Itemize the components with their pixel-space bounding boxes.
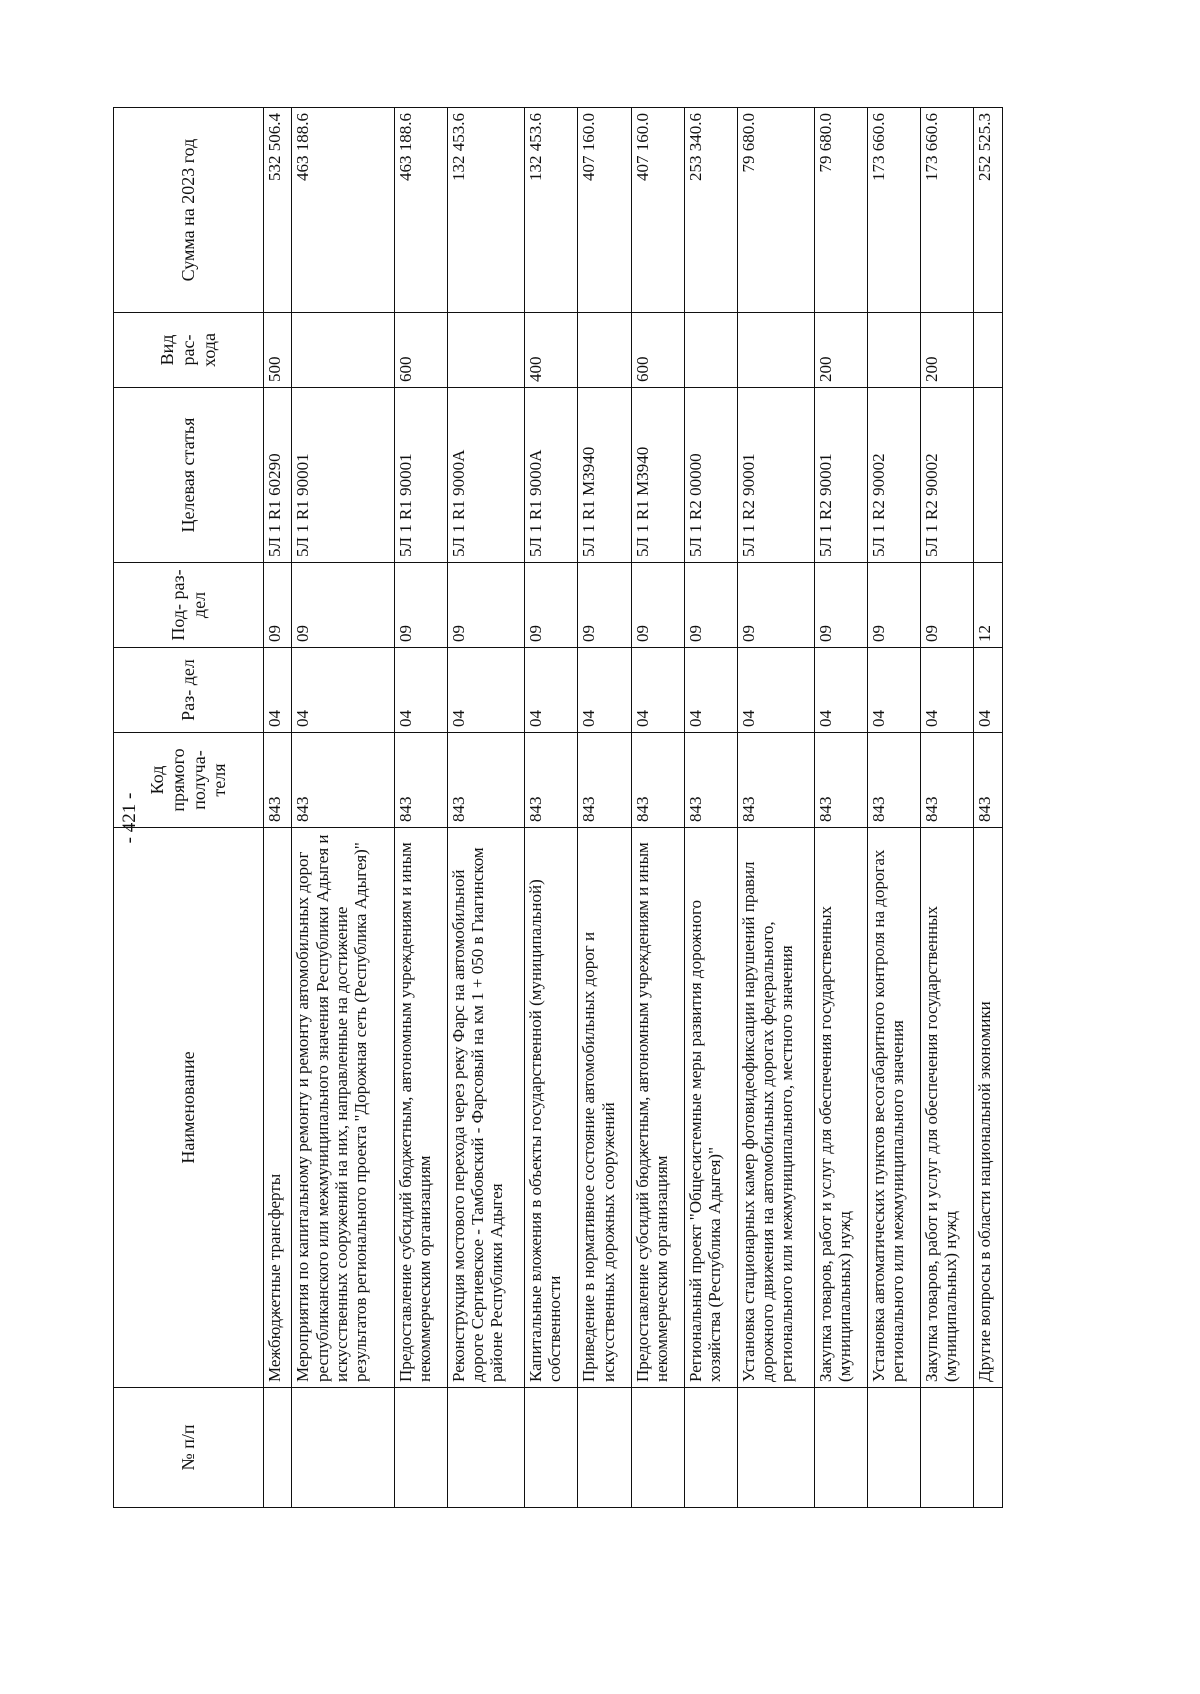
cell-kod: 843 (578, 733, 631, 828)
table-row (525, 108, 578, 1508)
cell-no (921, 1388, 974, 1508)
cell-kod: 843 (525, 733, 578, 828)
cell-name: Закупка товаров, работ и услуг для обеспечения государственных (муниципальных) нужд (815, 828, 868, 1388)
cell-vid: 200 (921, 313, 974, 388)
header-no: № п/п (114, 1388, 264, 1508)
cell-podrazdel: 09 (684, 563, 737, 648)
budget-table (113, 107, 1003, 1508)
cell-podrazdel: 09 (292, 563, 394, 648)
cell-vid: 500 (264, 313, 292, 388)
cell-celevaya: 5Л 1 R2 90001 (737, 388, 815, 563)
cell-kod: 843 (921, 733, 974, 828)
cell-no (684, 1388, 737, 1508)
budget-table-rotated (113, 108, 1003, 1508)
cell-kod: 843 (264, 733, 292, 828)
cell-razdel: 04 (578, 648, 631, 733)
cell-kod: 843 (737, 733, 815, 828)
table-row (921, 108, 974, 1508)
cell-vid: 200 (815, 313, 868, 388)
cell-kod: 843 (292, 733, 394, 828)
cell-name: Предоставление субсидий бюджетным, автономным учреждениям и иным некоммерческим организациям (631, 828, 684, 1388)
cell-summa: 173 660.6 (868, 108, 921, 313)
cell-no (737, 1388, 815, 1508)
cell-podrazdel: 12 (974, 563, 1003, 648)
cell-celevaya: 5Л 1 R1 М3940 (578, 388, 631, 563)
cell-summa: 463 188.6 (292, 108, 394, 313)
cell-celevaya: 5Л 1 R1 90001 (292, 388, 394, 563)
table-row (578, 108, 631, 1508)
cell-summa: 463 188.6 (394, 108, 447, 313)
cell-summa: 407 160.0 (631, 108, 684, 313)
cell-celevaya (974, 388, 1003, 563)
cell-summa: 532 506.4 (264, 108, 292, 313)
cell-summa: 79 680.0 (737, 108, 815, 313)
cell-podrazdel: 09 (264, 563, 292, 648)
cell-kod: 843 (394, 733, 447, 828)
cell-no (394, 1388, 447, 1508)
cell-celevaya: 5Л 1 R1 М3940 (631, 388, 684, 563)
table-row (974, 108, 1003, 1508)
header-celevaya: Целевая статья (114, 388, 264, 563)
cell-no (578, 1388, 631, 1508)
table-body (264, 108, 1003, 1508)
cell-vid (684, 313, 737, 388)
cell-podrazdel: 09 (525, 563, 578, 648)
cell-kod: 843 (684, 733, 737, 828)
cell-name: Установка автоматических пунктов весогабаритного контроля на дорогах регионального или межмуниципального значения (868, 828, 921, 1388)
cell-summa: 407 160.0 (578, 108, 631, 313)
cell-podrazdel: 09 (921, 563, 974, 648)
cell-name: Другие вопросы в области национальной экономики (974, 828, 1003, 1388)
cell-name: Установка стационарных камер фотовидеофиксации нарушений правил дорожного движения на автомобильных дорогах федерального, регионального или межмуниципального, местного значения (737, 828, 815, 1388)
cell-vid (737, 313, 815, 388)
table-row (868, 108, 921, 1508)
cell-summa: 252 525.3 (974, 108, 1003, 313)
cell-podrazdel: 09 (447, 563, 525, 648)
cell-podrazdel: 09 (868, 563, 921, 648)
cell-celevaya: 5Л 1 R1 90001 (394, 388, 447, 563)
cell-no (292, 1388, 394, 1508)
cell-no (525, 1388, 578, 1508)
cell-vid (868, 313, 921, 388)
cell-podrazdel: 09 (737, 563, 815, 648)
cell-podrazdel: 09 (578, 563, 631, 648)
table-row (264, 108, 292, 1508)
cell-razdel: 04 (525, 648, 578, 733)
cell-razdel: 04 (868, 648, 921, 733)
cell-razdel: 04 (684, 648, 737, 733)
cell-vid (447, 313, 525, 388)
table-row (684, 108, 737, 1508)
cell-podrazdel: 09 (631, 563, 684, 648)
cell-celevaya: 5Л 1 R2 90002 (921, 388, 974, 563)
table-row (394, 108, 447, 1508)
cell-summa: 79 680.0 (815, 108, 868, 313)
cell-kod: 843 (447, 733, 525, 828)
cell-vid: 600 (631, 313, 684, 388)
cell-celevaya: 5Л 1 R1 60290 (264, 388, 292, 563)
cell-vid (974, 313, 1003, 388)
cell-razdel: 04 (737, 648, 815, 733)
cell-no (447, 1388, 525, 1508)
table-row (737, 108, 815, 1508)
header-summa: Сумма на 2023 год (114, 108, 264, 313)
cell-razdel: 04 (292, 648, 394, 733)
cell-kod: 843 (815, 733, 868, 828)
cell-podrazdel: 09 (394, 563, 447, 648)
cell-summa: 132 453.6 (525, 108, 578, 313)
cell-razdel: 04 (631, 648, 684, 733)
cell-summa: 253 340.6 (684, 108, 737, 313)
cell-vid (578, 313, 631, 388)
cell-celevaya: 5Л 1 R2 00000 (684, 388, 737, 563)
cell-no (264, 1388, 292, 1508)
table-row (447, 108, 525, 1508)
cell-no (868, 1388, 921, 1508)
table-row (292, 108, 394, 1508)
table-row (815, 108, 868, 1508)
cell-razdel: 04 (974, 648, 1003, 733)
cell-no (974, 1388, 1003, 1508)
table-header-row (114, 108, 264, 1508)
cell-razdel: 04 (921, 648, 974, 733)
cell-no (815, 1388, 868, 1508)
table-row (631, 108, 684, 1508)
cell-name: Приведение в нормативное состояние автомобильных дорог и искусственных дорожных сооружений (578, 828, 631, 1388)
cell-celevaya: 5Л 1 R2 90002 (868, 388, 921, 563)
header-name: Наименование (114, 828, 264, 1388)
cell-name: Региональный проект "Общесистемные меры развития дорожного хозяйства (Республика Адыгея)" (684, 828, 737, 1388)
header-vid: Вид рас- хода (114, 313, 264, 388)
cell-no (631, 1388, 684, 1508)
cell-podrazdel: 09 (815, 563, 868, 648)
cell-razdel: 04 (815, 648, 868, 733)
cell-name: Закупка товаров, работ и услуг для обеспечения государственных (муниципальных) нужд (921, 828, 974, 1388)
cell-celevaya: 5Л 1 R2 90001 (815, 388, 868, 563)
cell-razdel: 04 (447, 648, 525, 733)
cell-name: Предоставление субсидий бюджетным, автономным учреждениям и иным некоммерческим организациям (394, 828, 447, 1388)
cell-name: Реконструкция мостового перехода через реку Фарс на автомобильной дороге Сергиевское - Тамбовский - Фарсовый на км 1 + 050 в Гиагинском районе Республики Адыгея (447, 828, 525, 1388)
cell-name: Межбюджетные трансферты (264, 828, 292, 1388)
header-kod: Код прямого получа- теля (114, 733, 264, 828)
cell-kod: 843 (974, 733, 1003, 828)
header-razdel: Раз- дел (114, 648, 264, 733)
cell-summa: 173 660.6 (921, 108, 974, 313)
cell-name: Мероприятия по капитальному ремонту и ремонту автомобильных дорог республиканского или межмуниципального значения Республики Адыгея и искусственных сооружений на них, направленные на достижение результатов регионального проекта "Дорожная сеть (Республика Адыгея)" (292, 828, 394, 1388)
cell-celevaya: 5Л 1 R1 9000А (447, 388, 525, 563)
cell-razdel: 04 (394, 648, 447, 733)
cell-kod: 843 (868, 733, 921, 828)
page-number: - 421 - (119, 792, 140, 844)
header-podrazdel: Под- раз- дел (114, 563, 264, 648)
cell-vid: 600 (394, 313, 447, 388)
cell-name: Капитальные вложения в объекты государственной (муниципальной) собственности (525, 828, 578, 1388)
cell-vid (292, 313, 394, 388)
cell-razdel: 04 (264, 648, 292, 733)
cell-kod: 843 (631, 733, 684, 828)
cell-vid: 400 (525, 313, 578, 388)
cell-celevaya: 5Л 1 R1 9000А (525, 388, 578, 563)
cell-summa: 132 453.6 (447, 108, 525, 313)
